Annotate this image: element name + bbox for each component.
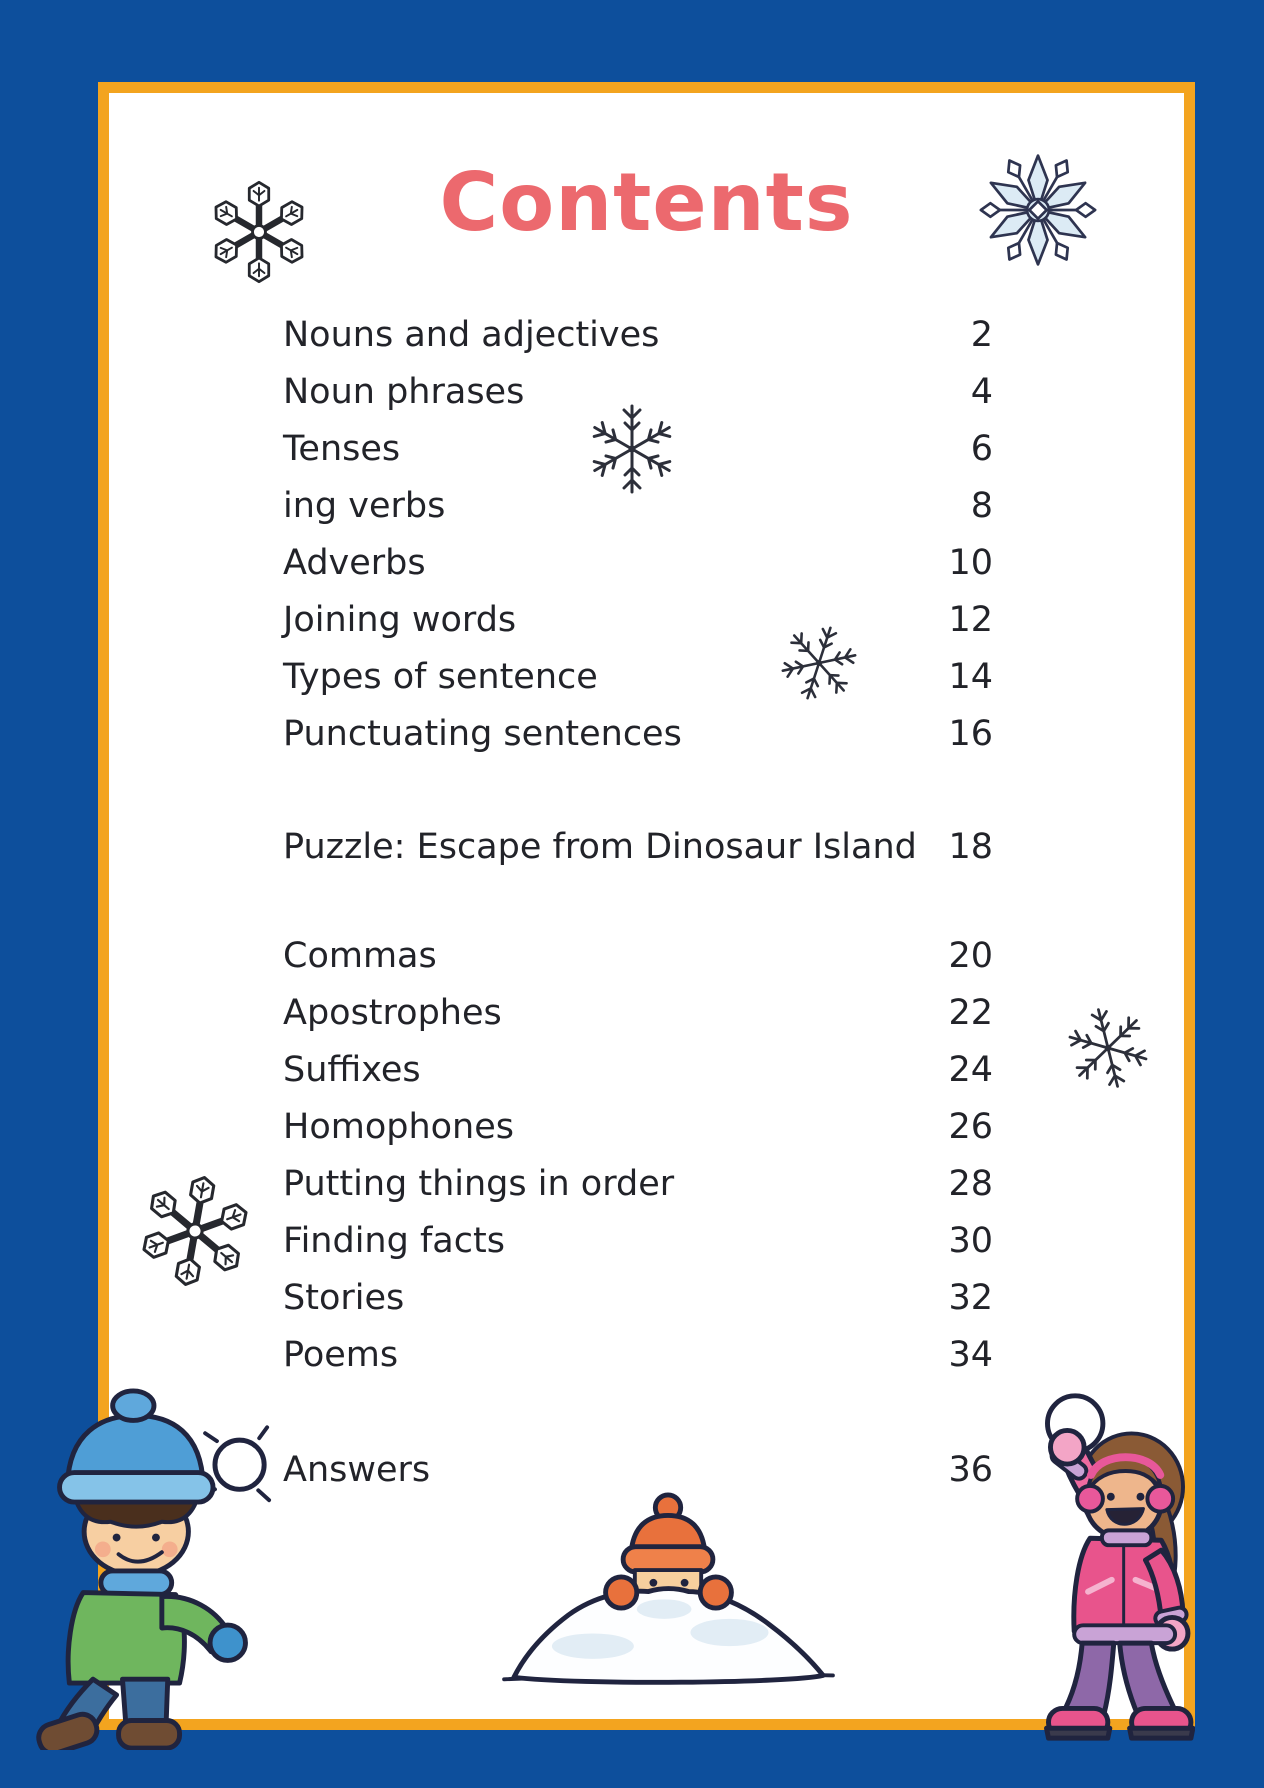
toc-entry-label: Poems <box>283 1334 399 1375</box>
toc-row <box>283 648 993 705</box>
toc-entry-label: Apostrophes <box>283 992 502 1033</box>
toc-row <box>283 534 993 591</box>
toc-entry-label: Puzzle: Escape from Dinosaur Island <box>283 826 917 867</box>
toc-entry-page: 14 <box>948 656 993 697</box>
toc-entry-page: 8 <box>970 485 993 526</box>
toc-entry-label: Types of sentence <box>283 656 598 697</box>
toc-entry-label: Putting things in order <box>283 1163 675 1204</box>
toc-row <box>283 1098 993 1155</box>
toc-entry-label: Nouns and adjectives <box>283 314 660 355</box>
toc-row <box>283 1326 993 1383</box>
toc-entry-label: Answers <box>283 1449 431 1490</box>
toc-row <box>283 705 993 762</box>
toc-entry-label: Punctuating sentences <box>283 713 682 754</box>
toc-entry-page: 12 <box>948 599 993 640</box>
toc-entry-label: Adverbs <box>283 542 426 583</box>
toc-entry-page: 28 <box>948 1163 993 1204</box>
girl-holding-snowball-illustration <box>990 1380 1195 1748</box>
toc-entry-page: 34 <box>948 1334 993 1375</box>
toc-row <box>283 984 993 1041</box>
toc-entry-label: Homophones <box>283 1106 515 1147</box>
toc-entry-page: 6 <box>970 428 993 469</box>
toc-entry-label: Noun phrases <box>283 371 525 412</box>
toc-entry-page: 22 <box>948 992 993 1033</box>
snowflake-icon <box>582 394 682 504</box>
toc-entry-page: 32 <box>948 1277 993 1318</box>
snowflake-icon <box>963 142 1113 278</box>
toc-row <box>283 306 993 363</box>
toc-entry-label: Commas <box>283 935 437 976</box>
toc-row <box>283 1269 993 1326</box>
toc-entry-page: 24 <box>948 1049 993 1090</box>
snowflake-icon <box>205 175 313 289</box>
toc-entry-label: Suffixes <box>283 1049 421 1090</box>
toc-entry-page: 20 <box>948 935 993 976</box>
toc-row <box>283 818 993 875</box>
toc-gap <box>283 1383 993 1441</box>
toc-gap <box>283 875 993 927</box>
toc-entry-page: 36 <box>948 1449 993 1490</box>
toc-entry-page: 26 <box>948 1106 993 1147</box>
toc-entry-page: 10 <box>948 542 993 583</box>
page-title: Contents <box>439 156 854 249</box>
toc-row <box>283 1155 993 1212</box>
boy-throwing-snowball-illustration <box>30 1386 275 1750</box>
toc-entry-label: Joining words <box>283 599 517 640</box>
child-peeking-over-snow-mound-illustration <box>496 1492 841 1692</box>
toc-entry-page: 2 <box>970 314 993 355</box>
toc-gap <box>283 762 993 818</box>
snowflake-icon <box>123 1162 268 1300</box>
toc-row <box>283 1041 993 1098</box>
toc-row <box>283 927 993 984</box>
toc-entry-page: 16 <box>948 713 993 754</box>
toc-row <box>283 1441 993 1498</box>
toc-entry-page: 4 <box>970 371 993 412</box>
toc-entry-label: ing verbs <box>283 485 446 526</box>
toc-entry-page: 30 <box>948 1220 993 1261</box>
toc-entry-label: Tenses <box>283 428 401 469</box>
toc-entry-label: Finding facts <box>283 1220 505 1261</box>
toc-entry-label: Stories <box>283 1277 405 1318</box>
toc-entry-page: 18 <box>948 826 993 867</box>
toc-row <box>283 591 993 648</box>
toc-row <box>283 1212 993 1269</box>
